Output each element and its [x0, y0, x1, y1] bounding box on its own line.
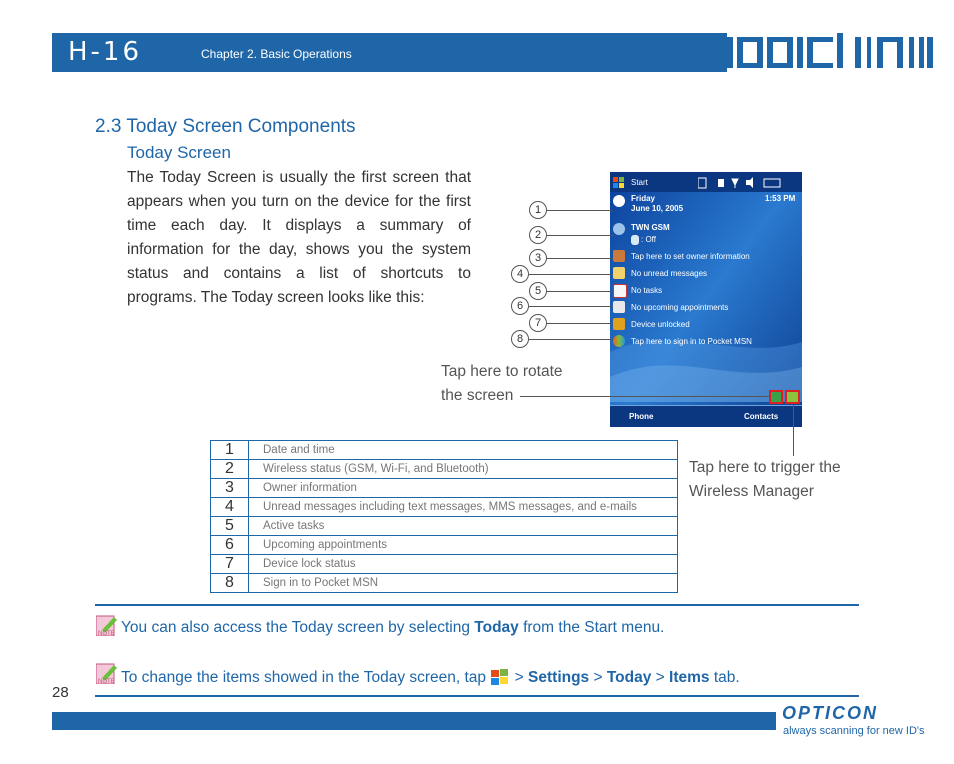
table-row: 7 Device lock status — [211, 555, 678, 574]
footer-bar — [52, 712, 776, 730]
owner-text[interactable]: Tap here to set owner information — [631, 252, 750, 261]
brand-tagline: always scanning for new ID's — [783, 725, 925, 737]
callout-8: 8 — [511, 330, 529, 348]
barcode-logo — [727, 33, 935, 72]
section-title: 2.3 Today Screen Components — [95, 116, 356, 137]
callout-leader-1 — [547, 210, 613, 211]
table-row: 4 Unread messages including text messages, MMS messages, and e-mails — [211, 498, 678, 517]
today-menu-ref: Today — [474, 619, 519, 636]
note-1: You can also access the Today screen by selecting Today from the Start menu. — [121, 619, 665, 636]
clock-icon — [613, 195, 625, 207]
opticon-logo: OPTICON — [782, 703, 879, 723]
message-icon — [613, 267, 625, 279]
phone-softkey[interactable]: Phone — [629, 412, 654, 421]
chapter-title: Chapter 2. Basic Operations — [201, 47, 352, 61]
legend-table — [210, 440, 678, 593]
status-icons — [698, 176, 798, 188]
table-row: 6 Upcoming appointments — [211, 536, 678, 555]
table-row: 1 Date and time — [211, 441, 678, 460]
svg-text:NOTE: NOTE — [98, 631, 115, 636]
network-text[interactable]: TWN GSM — [631, 223, 670, 232]
windows-start-icon — [490, 668, 510, 688]
svg-text:NOTE: NOTE — [98, 679, 115, 684]
model-name: H-16 — [68, 37, 143, 67]
today-screen-screenshot — [610, 172, 802, 427]
note-divider-top — [95, 604, 859, 606]
table-row: 5 Active tasks — [211, 517, 678, 536]
contacts-softkey[interactable]: Contacts — [744, 412, 779, 421]
bluetooth-text[interactable]: : Off — [641, 235, 656, 244]
callout-leader-8 — [529, 339, 613, 340]
note-2: To change the items showed in the Today screen, tap > Settings > Today > Items tab. — [121, 669, 740, 687]
rotate-screen-icon[interactable] — [769, 390, 783, 404]
messages-text[interactable]: No unread messages — [631, 269, 708, 278]
note-divider-bottom — [95, 695, 859, 697]
day-text[interactable]: Friday — [631, 194, 656, 203]
today-ref: Today — [606, 669, 652, 687]
callout-leader-3 — [547, 258, 613, 259]
callout-6: 6 — [511, 297, 529, 315]
rotate-screen-label: Tap here to rotate the screen — [441, 363, 563, 404]
callout-3: 3 — [529, 249, 547, 267]
rotate-leader-vertical — [769, 390, 770, 397]
page-number: 28 — [52, 684, 69, 701]
callout-7: 7 — [529, 314, 547, 332]
lock-text[interactable]: Device unlocked — [631, 320, 690, 329]
wireless-leader — [793, 405, 794, 456]
msn-text[interactable]: Tap here to sign in to Pocket MSN — [631, 337, 752, 346]
windows-start-icon[interactable] — [613, 176, 625, 188]
bluetooth-icon — [631, 235, 639, 245]
tasks-icon — [613, 284, 627, 298]
callout-leader-5 — [547, 291, 613, 292]
rotate-leader — [520, 396, 769, 397]
callout-1: 1 — [529, 201, 547, 219]
note-icon — [96, 614, 118, 636]
callout-leader-6 — [529, 306, 613, 307]
start-menu-label[interactable]: Start — [631, 178, 648, 187]
msn-icon — [613, 335, 625, 347]
owner-icon — [613, 250, 625, 262]
calendar-icon — [613, 301, 625, 313]
callout-leader-7 — [547, 323, 613, 324]
callout-2: 2 — [529, 226, 547, 244]
callout-leader-4 — [529, 274, 613, 275]
time-text[interactable]: 1:53 PM — [765, 194, 796, 203]
wireless-icon — [613, 223, 625, 235]
appointments-text[interactable]: No upcoming appointments — [631, 303, 729, 312]
intro-paragraph: The Today Screen is usually the first screen that appears when you turn on the device for the first time each day. It displays a summary of information for the day, shows you the system status and contains a list of shortcuts to programs. The Today screen looks like this: — [127, 169, 471, 306]
note-icon — [96, 662, 118, 684]
wireless-manager-label: Tap here to trigger the Wireless Manager — [689, 459, 841, 500]
table-row: 8 Sign in to Pocket MSN — [211, 574, 678, 593]
table-row: 2 Wireless status (GSM, Wi-Fi, and Bluetooth) — [211, 460, 678, 479]
callout-5: 5 — [529, 282, 547, 300]
callout-4: 4 — [511, 265, 529, 283]
tasks-text[interactable]: No tasks — [631, 286, 663, 295]
date-text[interactable]: June 10, 2005 — [631, 204, 684, 213]
subsection-title: Today Screen — [127, 143, 231, 162]
table-row: 3 Owner information — [211, 479, 678, 498]
wireless-manager-icon[interactable] — [785, 390, 800, 404]
callout-leader-2 — [547, 235, 613, 236]
lock-icon — [613, 318, 625, 330]
items-ref: Items — [669, 669, 710, 687]
settings-ref: Settings — [528, 669, 590, 687]
